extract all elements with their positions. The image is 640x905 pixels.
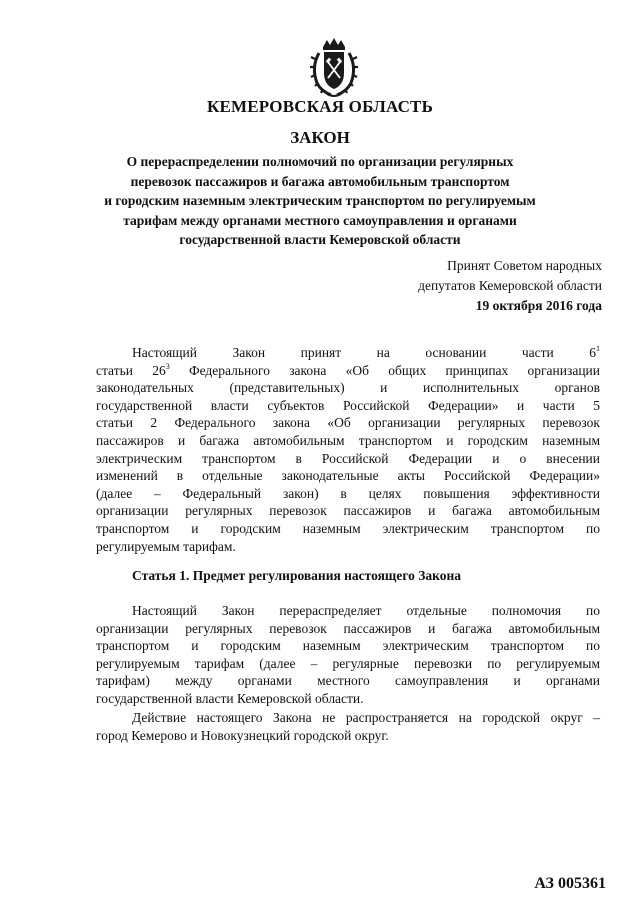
- preamble-text: Федерального закона «Об общих принципах организации: [169, 362, 600, 378]
- paragraph-line: законодательных (представительных) и исполнительных органов: [96, 380, 600, 396]
- paragraph-line: город Кемерово и Новокузнецкий городской округ.: [96, 727, 389, 743]
- preamble-paragraph: [96, 344, 600, 555]
- paragraph-line: организации регулярных перевозок пассажиров и багажа автомобильным: [96, 503, 600, 519]
- paragraph-line: транспортом и городским наземным электрическим транспортом по: [96, 520, 600, 536]
- adoption-line: депутатов Кемеровской области: [418, 278, 602, 293]
- paragraph-line: государственной власти субъектов Российской Федерации» и части 5: [96, 397, 600, 413]
- paragraph-line: электрическим транспортом в Российской Федерации и о внесении: [96, 450, 600, 466]
- serial-number: АЗ 005361: [534, 875, 606, 892]
- paragraph-line: государственной власти Кемеровской области.: [96, 690, 364, 706]
- paragraph-line: (далее – Федеральный закон) в целях повышения эффективности: [96, 485, 600, 501]
- law-title-line: государственной власти Кемеровской области: [179, 232, 461, 247]
- paragraph-line: статьи 2 Федерального закона «Об организации регулярных перевозок: [96, 415, 600, 431]
- paragraph-line: транспортом и городским наземным электрическим транспортом по: [96, 638, 600, 654]
- law-title-line: перевозок пассажиров и багажа автомобильным транспортом: [130, 173, 510, 189]
- law-title-line: О перераспределении полномочий по организации регулярных: [126, 154, 514, 169]
- document-type: ЗАКОН: [290, 128, 350, 147]
- paragraph-line: регулируемым тарифам (далее – регулярные перевозки по регулируемым: [96, 655, 600, 671]
- paragraph-line: пассажиров и багажа автомобильным транспортом и городским наземным: [96, 432, 600, 448]
- paragraph-line: изменений в отдельные законодательные акты Российской Федерации»: [96, 468, 600, 484]
- article-paragraph: [96, 709, 600, 744]
- paragraph-line: регулируемым тарифам.: [96, 538, 236, 554]
- law-title-line: тарифам между органами местного самоуправления и органами: [123, 212, 517, 228]
- law-title-line: и городским наземным электрическим транспортом по регулируемым: [104, 193, 536, 208]
- paragraph-line: [96, 344, 600, 362]
- coat-of-arms-icon: [309, 37, 359, 99]
- preamble-text: статьи 26: [96, 362, 166, 378]
- region-name: КЕМЕРОВСКАЯ ОБЛАСТЬ: [206, 97, 434, 116]
- superscript: 3: [165, 361, 170, 371]
- adoption-date: 19 октября 2016 года: [475, 298, 602, 313]
- paragraph-line: Действие настоящего Закона не распространяется на городской округ –: [132, 710, 600, 725]
- adoption-block: [418, 256, 602, 316]
- paragraph-line: [96, 362, 600, 380]
- adoption-line: Принят Советом народных: [447, 258, 602, 273]
- paragraph-line: Настоящий Закон перераспределяет отдельные полномочия по: [132, 603, 600, 618]
- article-paragraph: [96, 602, 600, 708]
- paragraph-line: организации регулярных перевозок пассажиров и багажа автомобильным: [96, 620, 600, 636]
- superscript: 1: [596, 344, 600, 353]
- article-heading: Статья 1. Предмет регулирования настоящего Закона: [132, 568, 461, 583]
- law-title: [80, 152, 560, 250]
- preamble-text: Настоящий Закон принят на основании части 6: [132, 345, 596, 360]
- paragraph-line: тарифам) между органами местного самоуправления и органами: [96, 673, 600, 689]
